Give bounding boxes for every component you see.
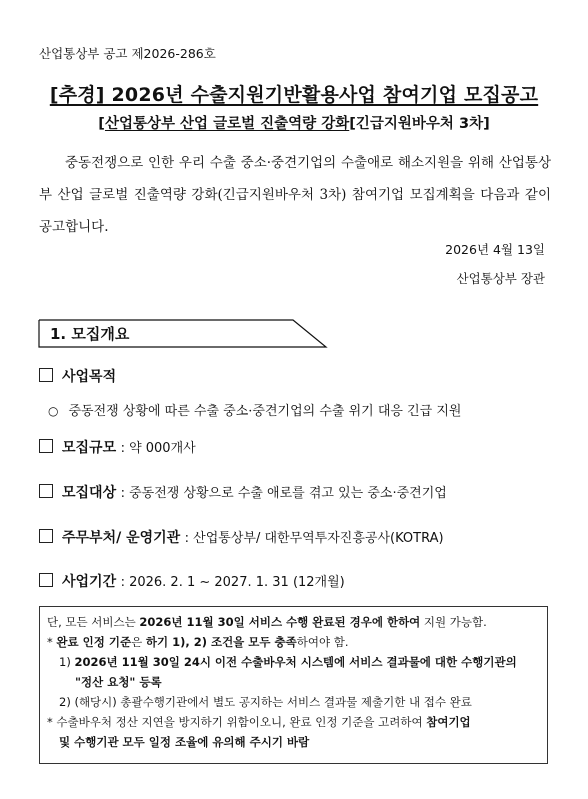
note-line-5: 2) (해당시) 총괄수행기관에서 별도 공지하는 서비스 결과물 제출기한 내 접수 완료 xyxy=(59,695,472,709)
title-prefix: [추경] xyxy=(49,84,112,106)
note-text: 지원 가능함. xyxy=(420,615,487,629)
note-bold: 완료 인정 기준 xyxy=(56,635,132,649)
notice-signer: 산업통상부 장관 xyxy=(456,271,545,286)
item-purpose-detail xyxy=(48,400,461,419)
note-text: * xyxy=(47,635,57,649)
note-line-2 xyxy=(47,632,541,652)
square-bullet-icon xyxy=(39,573,53,587)
note-text: * 수출바우처 정산 지연을 방지하기 위함이오니, 완료 인정 기준을 고려하여 xyxy=(47,715,427,729)
note-bold: 및 수행기관 모두 일정 조율에 유의해 주시기 바람 xyxy=(59,735,310,749)
item-scale-key: 모집규모 xyxy=(62,440,117,456)
note-bold: 하기 1), 2) 조건을 모두 충족 xyxy=(145,635,297,649)
note-bold: 2026년 11월 30일 24시 이전 수출바우처 시스템에 서비스 결과물에 대한 수행기관의 xyxy=(74,655,517,669)
subtitle-rest: [긴급지원바우처 3차] xyxy=(349,116,490,132)
note-text: 1) xyxy=(59,655,75,669)
item-period-value: : 2026. 2. 1 ~ 2027. 1. 31 (12개월) xyxy=(120,575,345,590)
note-line-1 xyxy=(47,612,541,632)
square-bullet-icon xyxy=(39,368,53,382)
item-target-value: : 중동전쟁 상황으로 수출 애로를 겪고 있는 중소·중견기업 xyxy=(120,486,447,501)
note-line-7 xyxy=(47,732,541,752)
note-line-6 xyxy=(47,712,541,732)
subtitle-bracket: [ xyxy=(98,116,105,132)
item-target-key: 모집대상 xyxy=(62,485,117,501)
item-purpose-key: 사업목적 xyxy=(62,369,117,385)
item-scale xyxy=(39,437,196,457)
note-line-4 xyxy=(47,672,541,692)
square-bullet-icon xyxy=(39,529,53,543)
notice-date: 2026년 4월 13일 xyxy=(445,242,545,257)
item-scale-value: : 약 000개사 xyxy=(120,441,196,456)
title-main: 2026년 수출지원기반활용사업 참여기업 모집공고 xyxy=(111,84,539,106)
page-subtitle xyxy=(0,112,588,133)
note-bold: "정산 요청" 등록 xyxy=(75,675,162,689)
intro-paragraph: 중동전쟁으로 인한 우리 수출 중소·중견기업의 수출애로 해소지원을 위해 산업통상부 산업 글로벌 진출역량 강화(긴급지원바우처 3차) 참여기업 모집계획을 다음과 같이 공고합니다. xyxy=(39,155,551,235)
note-text: 하여야 함. xyxy=(296,635,349,649)
note-bold: 참여기업 xyxy=(426,715,471,729)
circle-bullet-icon: ○ xyxy=(48,404,59,418)
page-title xyxy=(0,80,588,107)
item-period-key: 사업기간 xyxy=(62,574,117,590)
item-period xyxy=(39,571,345,591)
item-org xyxy=(39,527,444,547)
notice-number: 산업통상부 공고 제2026-286호 xyxy=(39,46,216,61)
note-bold: 2026년 11월 30일 서비스 수행 완료된 경우에 한하여 xyxy=(139,615,421,629)
notice-box xyxy=(39,606,548,764)
square-bullet-icon xyxy=(39,484,53,498)
note-line-3 xyxy=(47,652,541,672)
note-text: 단, 모든 서비스는 xyxy=(47,615,140,629)
square-bullet-icon xyxy=(39,439,53,453)
item-purpose-detail-text: 중동전쟁 상황에 따른 수출 중소·중견기업의 수출 위기 대응 긴급 지원 xyxy=(68,404,462,419)
item-target xyxy=(39,482,447,502)
item-org-key: 주무부처/ 운영기관 xyxy=(62,530,181,546)
subtitle-underlined: 산업통상부 산업 글로벌 진출역량 강화 xyxy=(104,116,350,132)
section-heading-label: 1. 모집개요 xyxy=(50,325,130,343)
section-heading xyxy=(38,318,328,348)
note-text: 은 xyxy=(131,635,146,649)
item-org-value: : 산업통상부/ 대한무역투자진흥공사(KOTRA) xyxy=(184,531,444,546)
item-purpose xyxy=(39,366,116,386)
